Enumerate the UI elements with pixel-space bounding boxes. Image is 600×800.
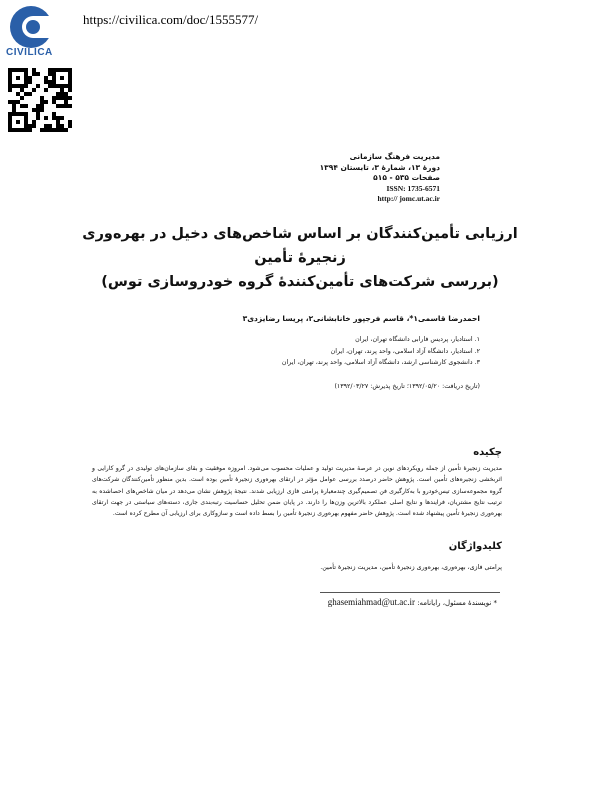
affiliation-1: ۱. استادیار، پردیس فارابی دانشگاه تهران، ایران (355, 336, 480, 343)
author-email[interactable]: ghasemiahmad@ut.ac.ir (327, 597, 415, 607)
footnote-label: * نویسندۀ مسئول، رایانامه: (417, 599, 497, 607)
authors: احمدرضا قاسمی۱*، قاسم فرجپور خانابشانی۲، پریسا رضایزدی۳ (242, 314, 480, 323)
journal-name: مدیریت فرهنگ سازمانی (349, 152, 440, 161)
title-subtitle: (بررسی شرکت‌های تأمین‌کنندۀ گروه خودروسازی توس) (101, 274, 499, 290)
title-line-1: ارزیابی تأمین‌کنندگان بر اساس شاخص‌های دخیل در بهره‌وری (82, 226, 518, 242)
affiliation-3: ۳. دانشجوی کارشناسی ارشد، دانشگاه آزاد اسلامی، واحد پرند، تهران، ایران (281, 359, 480, 366)
keywords-heading: کلیدواژگان (448, 541, 502, 552)
abstract-text: مدیریت زنجیرۀ تأمین از جمله رویکردهای نوین در عرصۀ مدیریت تولید و عملیات محسوب می‌شود. امروزه موفقیت و بقای سازمان‌های تولیدی در گرو کارایی و اثربخشی زنجیره‌های تأمین است. پژوهش حاضر درصدد بررسی عوامل مؤثر در ارتقای بهره‌وری زنجیرۀ تأمین بوده است. بدین منظور تأمین‌کنندگان شرکت‌های گروه مجموعه‌سازی تیس‌خودرو با به‌کارگیری فن تصمیم‌گیری چندمعیارۀ پرامتی فازی ارزیابی شدند. نتیجۀ پژوهش نشان می‌دهد در میان شاخص‌های احصاشده به ترتیب نتایج مشتریان، فرایندها و نتایج اصلی عملکرد بالاترین وزن‌ها را دارند. در پایان ضمن تحلیل حساسیت رتبه‌بندی جاری، دسته‌های سیاستی در جهت ارتقای بهره‌وری زنجیرۀ تأمین پیشنهاد شده است. پژوهش حاضر مفهوم بهره‌وری زنجیرۀ تأمین را بسط داده است و سازوکاری برای ارزیابی آن مطرح کرده است. (92, 465, 502, 518)
title-line-2: زنجیرۀ تأمین (254, 250, 346, 266)
document-url[interactable]: https://civilica.com/doc/1555577/ (83, 12, 259, 27)
affiliations (120, 334, 480, 369)
footnote-divider (320, 592, 500, 593)
received-accepted-dates: (تاریخ دریافت: ۱۳۹۲/۰۵/۲۰؛ تاریخ پذیرش: ۱۳۹۲/۰۳/۲۷) (334, 383, 480, 390)
logo-text: CIVILICA (6, 47, 53, 58)
journal-issn: ISSN: 1735-6571 (386, 183, 440, 193)
journal-info (240, 152, 440, 205)
abstract-heading: چکیده (473, 447, 502, 458)
keywords-text: پرامتی فازی، بهره‌وری، بهره‌وری زنجیرۀ تأمین، مدیریت زنجیرۀ تأمین. (320, 564, 502, 571)
civilica-logo[interactable] (6, 6, 64, 58)
journal-issue: دورۀ ۱۳، شمارۀ ۳، تابستان ۱۳۹۴ (319, 162, 440, 172)
civilica-c-icon (10, 6, 52, 48)
affiliation-2: ۲. استادیار، دانشگاه آزاد اسلامی، واحد پرند، تهران، ایران (330, 347, 480, 355)
footnote (197, 597, 497, 607)
paper-title (70, 222, 530, 294)
qr-code-icon[interactable] (8, 68, 72, 132)
journal-pages: صفحات ۵۳۵ - ۵۱۵ (373, 173, 440, 182)
journal-website: http:// jomc.ut.ac.ir (377, 194, 440, 203)
